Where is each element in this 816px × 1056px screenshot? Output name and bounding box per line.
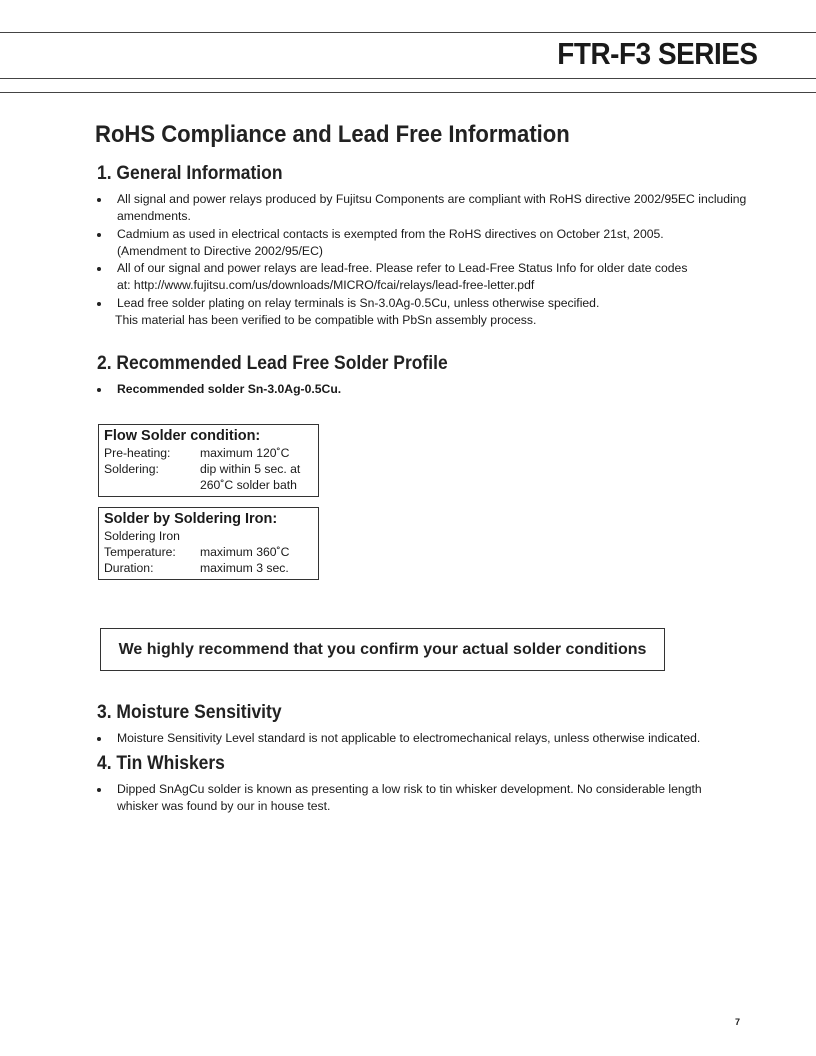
top-rule [0,32,816,33]
header-rule-upper [0,78,816,79]
spec-label: Pre-heating: [104,446,171,460]
list-item-line: All signal and power relays produced by Fujitsu Components are compliant with RoHS directive 2002/95EC including [117,192,747,206]
spec-value: maximum 360˚C [200,545,290,559]
flow-solder-title: Flow Solder condition: [104,428,261,444]
list-item [97,226,767,260]
iron-solder-title: Solder by Soldering Iron: [104,511,278,527]
spec-value: maximum 120˚C [200,446,290,460]
list-item-line: This material has been verified to be compatible with PbSn assembly process. [115,312,537,327]
spec-row [104,445,313,461]
list-item [97,295,767,329]
spec-label: Temperature: [104,545,176,559]
flow-solder-box [98,424,319,497]
list-item-line: (Amendment to Directive 2002/95/EC) [117,243,323,258]
spec-row [104,544,313,560]
list-item [97,781,767,815]
header-rule-lower [0,92,816,93]
spec-value: dip within 5 sec. at [200,462,301,476]
list-item-line: Recommended solder Sn-3.0Ag-0.5Cu. [117,382,342,396]
tin-whiskers-list [97,781,767,816]
list-item-line: Lead free solder plating on relay terminals is Sn-3.0Ag-0.5Cu, unless otherwise specified. [117,295,600,310]
list-item [97,191,767,225]
spec-value: 260˚C solder bath [200,478,297,492]
page-number: 7 [735,1017,741,1027]
list-item-line: Cadmium as used in electrical contacts is exempted from the RoHS directives on October 21st, 2005. [117,226,664,241]
spec-label: Soldering Iron [104,529,180,543]
list-item [97,730,767,747]
spec-row [104,461,313,477]
list-item-line: Moisture Sensitivity Level standard is not applicable to electromechanical relays, unless otherwise indicated. [117,731,701,745]
list-item-line: amendments. [117,209,191,223]
spec-row [104,560,313,576]
spec-value [200,528,313,544]
section-heading-general: 1. General Information [97,163,283,184]
list-item-line: All of our signal and power relays are lead-free. Please refer to Lead-Free Status Info for older date codes [117,261,688,275]
solder-profile-list [97,381,767,399]
spec-row [104,528,313,544]
moisture-list [97,730,767,748]
solder-conditions-notice: We highly recommend that you confirm your actual solder conditions [100,628,665,671]
general-info-list [97,191,767,329]
list-item-line: Dipped SnAgCu solder is known as presenting a low risk to tin whisker development. No considerable length [117,782,702,796]
spec-label [104,477,200,493]
spec-row [104,477,313,493]
section-heading-tin-whiskers: 4. Tin Whiskers [97,753,225,774]
list-item [97,260,767,294]
list-item-line: whisker was found by our in house test. [117,799,331,813]
list-item [97,381,767,398]
section-heading-solder-profile: 2. Recommended Lead Free Solder Profile [97,353,448,374]
spec-value: maximum 3 sec. [200,561,289,575]
iron-solder-box [98,507,319,580]
list-item-line: at: http://www.fujitsu.com/us/downloads/MICRO/fcai/relays/lead-free-letter.pdf [117,278,535,292]
page-title: RoHS Compliance and Lead Free Information [95,121,570,148]
spec-label: Soldering: [104,462,159,476]
section-heading-moisture: 3. Moisture Sensitivity [97,702,282,723]
spec-label: Duration: [104,561,154,575]
series-title: FTR-F3 SERIES [557,36,758,71]
